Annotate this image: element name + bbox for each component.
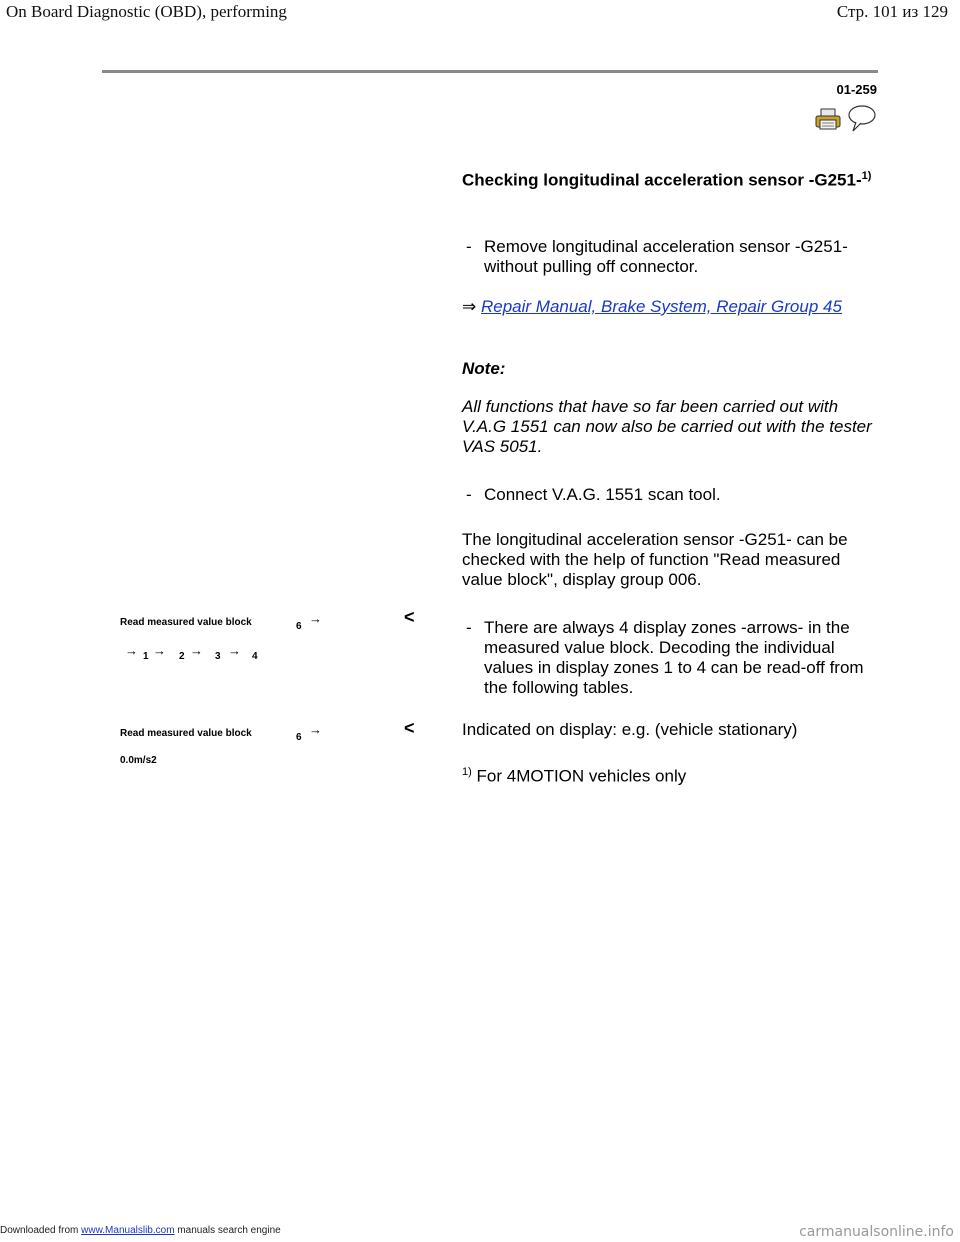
display1-zone-1: 1 [143, 651, 149, 662]
manualslib-link[interactable]: www.Manualslib.com [81, 1225, 175, 1236]
bullet-dash: - [466, 485, 472, 504]
header-rule [102, 70, 878, 73]
footnote-marker: 1) [462, 766, 472, 778]
display2-group: 6 [296, 732, 302, 743]
page-number: 01-259 [836, 82, 877, 97]
display1-zone-4: 4 [252, 651, 258, 662]
download-footer [0, 1225, 281, 1236]
speech-bubble-icon[interactable] [847, 104, 877, 132]
watermark: carmanualsonline.info [799, 1224, 954, 1240]
arrow-icon: → [125, 643, 138, 658]
footer-suffix: manuals search engine [174, 1225, 281, 1236]
step-text: Connect V.A.G. 1551 scan tool. [484, 485, 721, 504]
step-remove-sensor [462, 237, 874, 277]
bullet-dash: - [466, 237, 472, 256]
document-title: On Board Diagnostic (OBD), performing [6, 2, 287, 21]
bullet-dash: - [466, 618, 472, 637]
printer-icon[interactable] [815, 108, 841, 130]
arrow-icon: → [309, 722, 322, 737]
arrow-icon: → [153, 643, 166, 658]
footnote-text: For 4MOTION vehicles only [476, 766, 687, 786]
display1-zone-3: 3 [215, 651, 221, 662]
footer-prefix: Downloaded from [0, 1225, 82, 1236]
step-display-zones [462, 618, 874, 698]
reference-link-line [462, 297, 874, 317]
double-arrow-icon: ⇒ [462, 297, 477, 316]
note-heading: Note: [462, 359, 506, 378]
display1-zone-2: 2 [179, 651, 185, 662]
section-title-text: Checking longitudinal acceleration sensor -G251- [462, 170, 862, 190]
note-body: All functions that have so far been carried out with V.A.G 1551 can now also be carried out with the tester VAS 5051. [462, 397, 872, 456]
margin-marker-2: < [404, 718, 415, 738]
paragraph-display-example: Indicated on display: e.g. (vehicle stationary) [462, 720, 798, 739]
margin-marker-1: < [404, 607, 415, 627]
footnote-ref: 1) [861, 170, 872, 182]
footnote [462, 762, 874, 787]
paragraph-check-info: The longitudinal acceleration sensor -G251- can be checked with the help of function "Read measured value block", display group 006. [462, 530, 848, 589]
arrow-icon: → [228, 643, 241, 658]
display1-group: 6 [296, 621, 302, 632]
page-counter: Стр. 101 из 129 [836, 2, 948, 21]
step-text: There are always 4 display zones -arrows- in the measured value block. Decoding the individual values in display zones 1 to 4 can be read-off from the following tables. [484, 618, 864, 697]
display2-label: Read measured value block [120, 728, 252, 739]
step-connect-tool [462, 485, 874, 505]
step-text: Remove longitudinal acceleration sensor -G251- without pulling off connector. [484, 237, 848, 276]
repair-manual-link[interactable]: Repair Manual, Brake System, Repair Group 45 [480, 297, 842, 316]
display2-value: 0.0m/s2 [120, 755, 157, 766]
arrow-icon: → [309, 611, 322, 626]
section-title [462, 163, 874, 194]
arrow-icon: → [190, 643, 203, 658]
display1-label: Read measured value block [120, 617, 252, 628]
